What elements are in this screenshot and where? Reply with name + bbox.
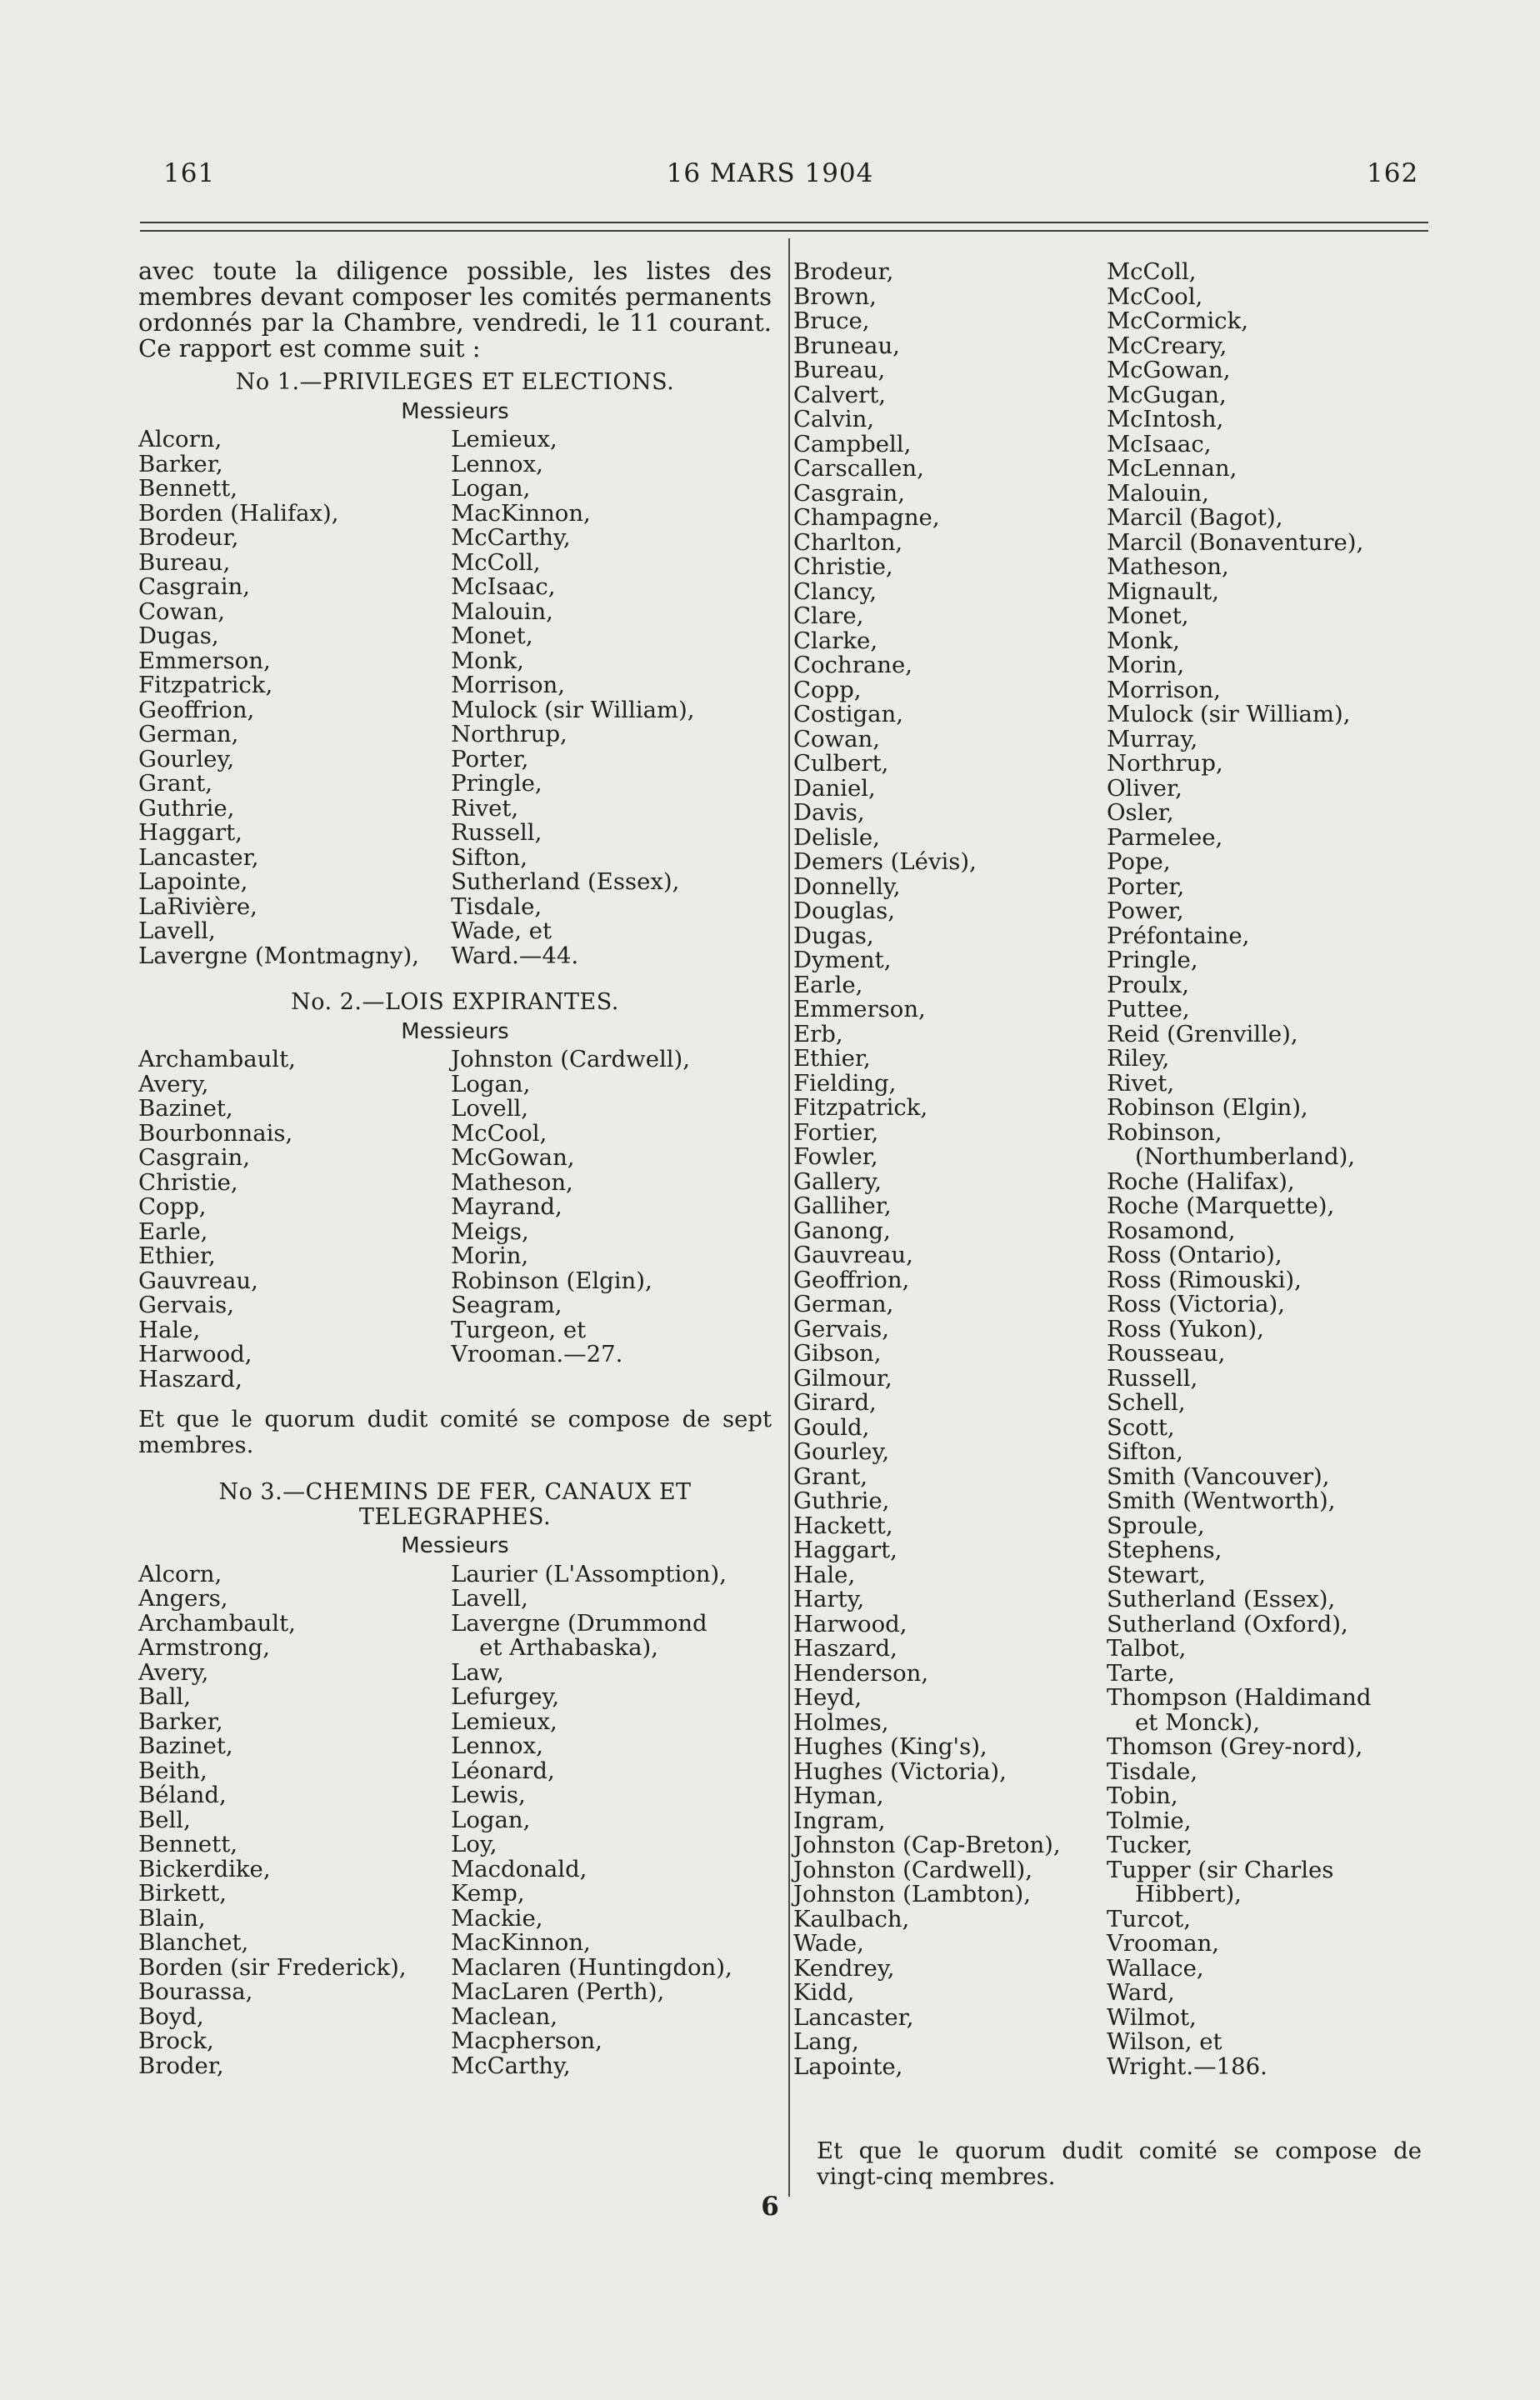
member-name: Kemp, bbox=[451, 1880, 525, 1907]
member-name: Cowan, bbox=[138, 598, 225, 625]
member-name: Talbot, bbox=[1107, 1635, 1187, 1662]
member-name: Haszard, bbox=[138, 1365, 242, 1392]
member-name: Bruneau, bbox=[793, 332, 900, 359]
member-name: Harwood, bbox=[138, 1341, 252, 1368]
member-name: Blain, bbox=[138, 1904, 206, 1932]
section2-messieurs: Messieurs bbox=[401, 1018, 509, 1044]
member-name: Lang, bbox=[793, 2028, 859, 2055]
member-name: McIsaac, bbox=[1107, 430, 1212, 458]
member-name: Mignault, bbox=[1107, 578, 1219, 605]
member-name: Angers, bbox=[138, 1585, 228, 1612]
member-name: Gourley, bbox=[138, 745, 235, 772]
section2-col2 bbox=[451, 1048, 772, 1392]
member-name: Haggart, bbox=[793, 1537, 898, 1563]
member-name: Demers (Lévis), bbox=[793, 848, 977, 875]
member-name: Clarke, bbox=[793, 627, 878, 654]
member-name: Logan, bbox=[451, 1070, 531, 1098]
member-name: Hibbert), bbox=[1135, 1881, 1242, 1908]
member-name: Heyd, bbox=[793, 1684, 862, 1711]
member-name: Ball, bbox=[138, 1683, 191, 1710]
member-name: Bell, bbox=[138, 1806, 191, 1833]
member-name: Monk, bbox=[451, 647, 524, 674]
member-name: Emmerson, bbox=[138, 647, 271, 674]
member-name: McColl, bbox=[451, 548, 541, 576]
member-name: Bazinet, bbox=[138, 1095, 233, 1122]
member-name: Carscallen, bbox=[793, 455, 924, 482]
section1-member-list bbox=[138, 428, 772, 968]
member-name: McIsaac, bbox=[451, 573, 556, 600]
member-name: Ross (Yukon), bbox=[1107, 1315, 1264, 1342]
member-name: Lennox, bbox=[451, 1732, 543, 1759]
member-name: Kaulbach, bbox=[793, 1905, 910, 1932]
member-name: Sproule, bbox=[1107, 1512, 1205, 1539]
section3-title-line2: TELEGRAPHES. bbox=[358, 1503, 552, 1530]
member-name: Geoffrion, bbox=[138, 696, 255, 723]
member-name: Calvin, bbox=[793, 406, 875, 432]
member-name: Henderson, bbox=[793, 1659, 929, 1687]
member-name: Parmelee, bbox=[1107, 823, 1223, 851]
section1-title: No 1.—PRIVILEGES ET ELECTIONS. bbox=[235, 369, 675, 395]
member-name: Law, bbox=[451, 1658, 504, 1686]
member-name: Lapointe, bbox=[138, 868, 248, 895]
member-name: Broder, bbox=[138, 2052, 224, 2079]
member-name: Bazinet, bbox=[138, 1732, 233, 1759]
member-name: McCreary, bbox=[1107, 332, 1228, 359]
member-name: Fortier, bbox=[793, 1118, 879, 1146]
member-name: Casgrain, bbox=[138, 1144, 250, 1171]
member-name: Dyment, bbox=[793, 947, 892, 973]
member-name: Birkett, bbox=[138, 1880, 227, 1907]
member-name: Proulx, bbox=[1107, 971, 1189, 998]
member-name: Harwood, bbox=[793, 1610, 908, 1638]
member-name: Turgeon, et bbox=[451, 1316, 587, 1343]
member-name: Copp, bbox=[138, 1193, 207, 1220]
member-name: Gilmour, bbox=[793, 1364, 892, 1392]
member-name: Earle, bbox=[793, 971, 863, 998]
member-name: Pringle, bbox=[451, 770, 542, 797]
member-name: Sutherland (Essex), bbox=[1107, 1586, 1336, 1612]
member-name: Riley, bbox=[1107, 1045, 1170, 1072]
member-name: Lemieux, bbox=[451, 426, 558, 452]
intro-paragraph: avec toute la diligence possible, les listes des membres devant composer les comités permanents ordonnés par la Chambre, vendredi, le 11 courant. Ce rapport est comme suit : bbox=[138, 257, 772, 362]
member-name: Lapointe, bbox=[793, 2052, 903, 2080]
member-name: Hughes (King's), bbox=[793, 1733, 988, 1760]
member-name: Culbert, bbox=[793, 750, 889, 777]
member-name: Bennett, bbox=[138, 475, 238, 502]
column-divider bbox=[788, 238, 790, 2197]
member-name: Sutherland (Essex), bbox=[451, 868, 680, 895]
member-name: Avery, bbox=[138, 1658, 209, 1686]
member-name: McGugan, bbox=[1107, 381, 1227, 408]
member-name: Beith, bbox=[138, 1757, 208, 1784]
member-name: Charlton, bbox=[793, 528, 903, 556]
member-name: Alcorn, bbox=[138, 1560, 222, 1588]
member-name: Boyd, bbox=[138, 2002, 204, 2030]
member-name: Mayrand, bbox=[451, 1193, 562, 1220]
member-name: Brodeur, bbox=[793, 258, 894, 285]
member-name: McCarthy, bbox=[451, 2052, 571, 2079]
member-name: Clare, bbox=[793, 602, 864, 629]
member-name: Mackie, bbox=[451, 1904, 543, 1932]
member-name: Ward, bbox=[1107, 1979, 1175, 2006]
member-name: Haszard, bbox=[793, 1635, 898, 1662]
member-name: Seagram, bbox=[451, 1292, 562, 1318]
member-name: Wilmot, bbox=[1107, 2003, 1197, 2031]
member-name: Macpherson, bbox=[451, 2028, 602, 2054]
member-name: Erb, bbox=[793, 1020, 843, 1048]
member-name: Robinson (Elgin), bbox=[451, 1267, 652, 1294]
member-name: Lavell, bbox=[138, 918, 216, 944]
member-name: Morrison, bbox=[451, 672, 565, 698]
member-name: Alcorn, bbox=[138, 426, 222, 452]
member-name: Lennox, bbox=[451, 450, 543, 478]
member-name: Marcil (Bagot), bbox=[1107, 504, 1283, 531]
section2-col1 bbox=[138, 1048, 451, 1392]
member-name: Earle, bbox=[138, 1218, 208, 1245]
section1-col2 bbox=[451, 428, 772, 968]
member-name: Emmerson, bbox=[793, 996, 926, 1022]
member-name: Gould, bbox=[793, 1413, 870, 1441]
member-name: Brodeur, bbox=[138, 524, 239, 551]
member-name: Wilson, et bbox=[1107, 2028, 1222, 2055]
member-name: Puttee, bbox=[1107, 996, 1190, 1022]
member-name: Guthrie, bbox=[138, 794, 235, 822]
member-name: Bennett, bbox=[138, 1831, 238, 1858]
member-name: Schell, bbox=[1107, 1389, 1186, 1416]
member-name: Donnelly, bbox=[793, 872, 901, 900]
member-name: Logan, bbox=[451, 1806, 531, 1833]
member-name: Blanchet, bbox=[138, 1929, 249, 1956]
header-rule-bottom bbox=[140, 230, 1428, 232]
member-name: Ross (Ontario), bbox=[1107, 1242, 1282, 1268]
member-name: Gibson, bbox=[793, 1340, 882, 1367]
member-name: Oliver, bbox=[1107, 774, 1182, 802]
member-name: Lewis, bbox=[451, 1782, 526, 1808]
member-name: McColl, bbox=[1107, 258, 1197, 285]
member-name: Gauvreau, bbox=[138, 1267, 258, 1294]
member-name: Porter, bbox=[1107, 872, 1185, 900]
member-name: Macdonald, bbox=[451, 1855, 588, 1882]
member-name: McGowan, bbox=[1107, 357, 1231, 383]
member-name: Bickerdike, bbox=[138, 1855, 271, 1882]
member-name: Ethier, bbox=[138, 1242, 216, 1269]
member-name: Lancaster, bbox=[793, 2003, 914, 2031]
member-name: Rivet, bbox=[451, 794, 519, 822]
member-name: Bourbonnais, bbox=[138, 1119, 293, 1147]
section3-right-column bbox=[1107, 260, 1440, 2079]
member-name: Dugas, bbox=[793, 922, 874, 949]
member-name: Barker, bbox=[138, 450, 223, 478]
member-name: Lemieux, bbox=[451, 1708, 558, 1735]
member-name: Pope, bbox=[1107, 848, 1171, 875]
member-name: Hale, bbox=[138, 1316, 201, 1343]
member-name: Copp, bbox=[793, 676, 862, 703]
member-name: Russell, bbox=[1107, 1364, 1198, 1392]
member-name: Lefurgey, bbox=[451, 1683, 560, 1710]
member-name: Turcot, bbox=[1107, 1905, 1191, 1932]
member-name: Hale, bbox=[793, 1561, 856, 1588]
left-column bbox=[138, 258, 772, 2078]
member-name: Davis, bbox=[793, 799, 865, 826]
member-name: German, bbox=[793, 1291, 894, 1318]
member-name: Christie, bbox=[138, 1168, 238, 1196]
member-name: Scott, bbox=[1107, 1413, 1175, 1441]
member-name: Bureau, bbox=[138, 548, 231, 576]
member-name: Campbell, bbox=[793, 430, 912, 458]
member-name: Grant, bbox=[793, 1462, 868, 1490]
member-name: Johnston (Lambton), bbox=[793, 1881, 1032, 1908]
member-name: Delisle, bbox=[793, 823, 880, 851]
member-name: et Monck), bbox=[1135, 1708, 1261, 1736]
section2-quorum: Et que le quorum dudit comité se compose de sept membres. bbox=[138, 1406, 772, 1458]
member-name: Holmes, bbox=[793, 1708, 889, 1736]
member-name: Logan, bbox=[451, 475, 531, 502]
member-name: Ross (Rimouski), bbox=[1107, 1266, 1302, 1293]
member-name: Tisdale, bbox=[451, 892, 542, 920]
member-name: Mulock (sir William), bbox=[1107, 701, 1351, 728]
member-name: Vrooman.—27. bbox=[451, 1341, 623, 1368]
member-name: Matheson, bbox=[1107, 553, 1229, 580]
member-name: Daniel, bbox=[793, 774, 876, 802]
member-name: Malouin, bbox=[1107, 479, 1209, 507]
member-name: McCool, bbox=[451, 1119, 548, 1147]
member-name: Cowan, bbox=[793, 725, 880, 752]
member-name: MacLaren (Perth), bbox=[451, 1978, 665, 2005]
member-name: Sifton, bbox=[451, 843, 528, 871]
member-name: Clancy, bbox=[793, 578, 877, 605]
member-name: Johnston (Cardwell), bbox=[451, 1046, 691, 1072]
member-name: Ross (Victoria), bbox=[1107, 1291, 1285, 1318]
section3-col2 bbox=[451, 1562, 772, 2079]
member-name: Wright.—186. bbox=[1107, 2052, 1268, 2080]
member-name: Stephens, bbox=[1107, 1537, 1222, 1563]
member-name: McCool, bbox=[1107, 282, 1203, 310]
member-name: Meigs, bbox=[451, 1218, 529, 1245]
member-name: Malouin, bbox=[451, 598, 553, 625]
member-name: Wallace, bbox=[1107, 1954, 1204, 1982]
member-name: Haggart, bbox=[138, 819, 242, 846]
member-name: Power, bbox=[1107, 898, 1184, 924]
member-name: Tupper (sir Charles bbox=[1107, 1856, 1334, 1883]
member-name: McCormick, bbox=[1107, 308, 1248, 334]
member-name: Archambault, bbox=[138, 1609, 296, 1637]
member-name: Fielding, bbox=[793, 1069, 897, 1097]
member-name: Roche (Halifax), bbox=[1107, 1168, 1295, 1195]
member-name: Léonard, bbox=[451, 1757, 555, 1784]
member-name: Wade, bbox=[793, 1930, 864, 1957]
member-name: Geoffrion, bbox=[793, 1266, 910, 1293]
member-name: Thomson (Grey-nord), bbox=[1107, 1733, 1363, 1760]
member-name: Pringle, bbox=[1107, 947, 1198, 973]
section1-col1 bbox=[138, 428, 451, 968]
member-name: Fitzpatrick, bbox=[793, 1094, 928, 1121]
member-name: Hyman, bbox=[793, 1782, 884, 1809]
member-name: McLennan, bbox=[1107, 455, 1238, 482]
member-name: Archambault, bbox=[138, 1046, 296, 1072]
member-name: Tarte, bbox=[1107, 1659, 1175, 1687]
page-number-right: 162 bbox=[1367, 158, 1419, 188]
member-name: Monk, bbox=[1107, 627, 1180, 654]
member-name: Brown, bbox=[793, 282, 877, 310]
member-name: Casgrain, bbox=[138, 573, 250, 600]
member-name: Vrooman, bbox=[1107, 1930, 1220, 1957]
member-name: Morin, bbox=[1107, 652, 1185, 678]
member-name: Rosamond, bbox=[1107, 1217, 1236, 1244]
member-name: Hughes (Victoria), bbox=[793, 1758, 1007, 1785]
member-name: Costigan, bbox=[793, 701, 904, 728]
member-name: Ward.—44. bbox=[451, 942, 579, 969]
section2-member-list bbox=[138, 1048, 772, 1392]
member-name: Fitzpatrick, bbox=[138, 672, 273, 698]
member-name: MacKinnon, bbox=[451, 1929, 591, 1956]
member-name: Grant, bbox=[138, 770, 213, 797]
member-name: Borden (sir Frederick), bbox=[138, 1953, 407, 1981]
member-name: Roche (Marquette), bbox=[1107, 1192, 1335, 1219]
member-name: Marcil (Bonaventure), bbox=[1107, 528, 1364, 556]
member-name: Douglas, bbox=[793, 898, 895, 924]
member-name: (Northumberland), bbox=[1135, 1143, 1356, 1170]
section3-messieurs: Messieurs bbox=[401, 1533, 509, 1558]
member-name: Ethier, bbox=[793, 1045, 871, 1072]
member-name: Smith (Wentworth), bbox=[1107, 1488, 1336, 1514]
member-name: Sutherland (Oxford), bbox=[1107, 1610, 1348, 1638]
page-number-left: 161 bbox=[163, 158, 216, 188]
member-name: Kidd, bbox=[793, 1979, 855, 2006]
member-name: Fowler, bbox=[793, 1143, 878, 1170]
member-name: Gervais, bbox=[138, 1292, 234, 1318]
member-name: Morrison, bbox=[1107, 676, 1221, 703]
page-header bbox=[0, 158, 1540, 200]
member-name: Harty, bbox=[793, 1586, 865, 1612]
member-name: Gervais, bbox=[793, 1315, 889, 1342]
member-name: Thompson (Haldimand bbox=[1107, 1684, 1372, 1711]
member-name: Tobin, bbox=[1107, 1782, 1178, 1809]
member-name: Christie, bbox=[793, 553, 893, 580]
member-name: Northrup, bbox=[1107, 750, 1223, 777]
member-name: Maclean, bbox=[451, 2002, 558, 2030]
member-name: Ganong, bbox=[793, 1217, 891, 1244]
member-name: Galliher, bbox=[793, 1192, 892, 1219]
member-name: Girard, bbox=[793, 1389, 877, 1416]
member-name: Johnston (Cardwell), bbox=[793, 1856, 1032, 1883]
member-name: Cochrane, bbox=[793, 652, 912, 678]
member-name: Laurier (L'Assomption), bbox=[451, 1560, 727, 1588]
header-rule-top bbox=[140, 222, 1428, 223]
member-name: Kendrey, bbox=[793, 1954, 895, 1982]
member-name: Tolmie, bbox=[1107, 1807, 1192, 1834]
member-name: Russell, bbox=[451, 819, 542, 846]
member-name: Lancaster, bbox=[138, 843, 259, 871]
page-date-title: 16 MARS 1904 bbox=[666, 158, 874, 188]
member-name: Loy, bbox=[451, 1831, 498, 1858]
member-name: Osler, bbox=[1107, 799, 1174, 826]
member-name: German, bbox=[138, 721, 239, 748]
member-name: Tisdale, bbox=[1107, 1758, 1198, 1785]
member-name: Matheson, bbox=[451, 1168, 573, 1196]
member-name: Guthrie, bbox=[793, 1488, 890, 1514]
member-name: Monet, bbox=[1107, 602, 1189, 629]
member-name: Morin, bbox=[451, 1242, 529, 1269]
member-name: Robinson, bbox=[1107, 1118, 1222, 1146]
member-name: Champagne, bbox=[793, 504, 940, 531]
member-name: Hackett, bbox=[793, 1512, 893, 1539]
member-name: Northrup, bbox=[451, 721, 568, 748]
member-name: Lavergne (Montmagny), bbox=[138, 942, 419, 969]
member-name: Robinson (Elgin), bbox=[1107, 1094, 1308, 1121]
member-name: Casgrain, bbox=[793, 479, 905, 507]
member-name: Smith (Vancouver), bbox=[1107, 1462, 1330, 1490]
member-name: Rousseau, bbox=[1107, 1340, 1226, 1367]
member-name: Béland, bbox=[138, 1782, 227, 1808]
member-name: Maclaren (Huntingdon), bbox=[451, 1953, 732, 1981]
member-name: Wade, et bbox=[451, 918, 552, 944]
member-name: Lavergne (Drummond bbox=[451, 1609, 708, 1637]
member-name: MacKinnon, bbox=[451, 499, 591, 527]
member-name: Préfontaine, bbox=[1107, 922, 1250, 949]
member-name: McIntosh, bbox=[1107, 406, 1224, 432]
member-name: Lovell, bbox=[451, 1095, 529, 1122]
member-name: Tucker, bbox=[1107, 1832, 1193, 1858]
member-name: Calvert, bbox=[793, 381, 886, 408]
member-name: Bourassa, bbox=[138, 1978, 253, 2005]
member-name: Lavell, bbox=[451, 1585, 528, 1612]
member-name: Rivet, bbox=[1107, 1069, 1175, 1097]
member-name: Gallery, bbox=[793, 1168, 882, 1195]
member-name: Brock, bbox=[138, 2028, 214, 2054]
member-name: Armstrong, bbox=[138, 1634, 271, 1661]
section1-messieurs: Messieurs bbox=[401, 398, 509, 424]
footer-page-number: 6 bbox=[761, 2192, 779, 2222]
member-name: Stewart, bbox=[1107, 1561, 1207, 1588]
member-name: Mulock (sir William), bbox=[451, 696, 695, 723]
member-name: Porter, bbox=[451, 745, 529, 772]
member-name: Gauvreau, bbox=[793, 1242, 913, 1268]
member-name: Monet, bbox=[451, 622, 533, 649]
member-name: McGowan, bbox=[451, 1144, 575, 1171]
section3-title-line1: No 3.—CHEMINS DE FER, CANAUX ET bbox=[218, 1479, 692, 1505]
member-name: Ingram, bbox=[793, 1807, 886, 1834]
member-name: Bureau, bbox=[793, 357, 886, 383]
member-name: Borden (Halifax), bbox=[138, 499, 339, 527]
member-name: Johnston (Cap-Breton), bbox=[793, 1832, 1061, 1858]
member-name: Barker, bbox=[138, 1708, 223, 1735]
section2-title: No. 2.—LOIS EXPIRANTES. bbox=[291, 989, 619, 1015]
section3-col1 bbox=[138, 1562, 451, 2079]
member-name: Bruce, bbox=[793, 308, 870, 334]
member-name: et Arthabaska), bbox=[479, 1634, 658, 1661]
member-name: Avery, bbox=[138, 1070, 209, 1098]
member-name: Sifton, bbox=[1107, 1438, 1183, 1465]
member-name: Reid (Grenville), bbox=[1107, 1020, 1298, 1048]
section3-member-list-left bbox=[138, 1562, 772, 2079]
member-name: McCarthy, bbox=[451, 524, 571, 551]
member-name: Murray, bbox=[1107, 725, 1198, 752]
member-name: LaRivière, bbox=[138, 892, 258, 920]
section3-quorum: Et que le quorum dudit comité se compose de vingt-cinq membres. bbox=[817, 2138, 1422, 2190]
member-name: Dugas, bbox=[138, 622, 219, 649]
section3-middle-column bbox=[793, 260, 1102, 2079]
member-name: Gourley, bbox=[793, 1438, 890, 1465]
